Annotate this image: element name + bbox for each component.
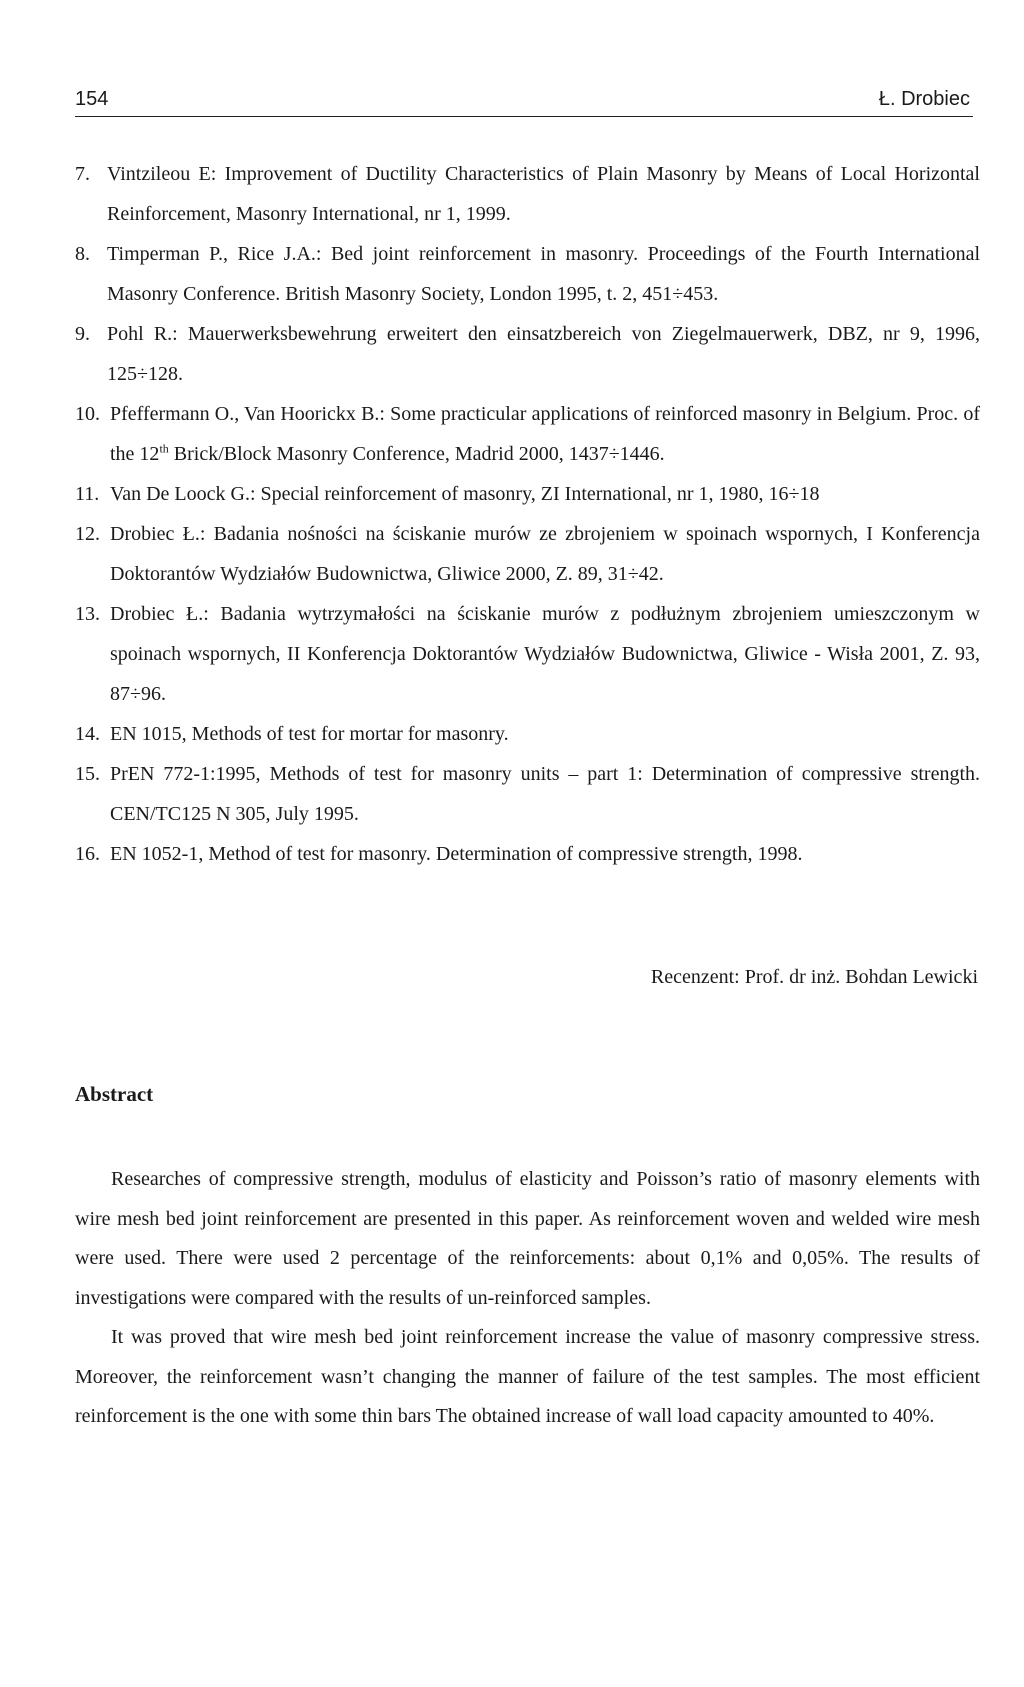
reference-number: 8. bbox=[75, 243, 90, 265]
reference-number: 13. bbox=[75, 603, 100, 625]
reference-list bbox=[75, 154, 980, 874]
reviewer-note: Recenzent: Prof. dr inż. Bohdan Lewicki bbox=[650, 966, 978, 988]
abstract-heading: Abstract bbox=[75, 1082, 154, 1106]
reference-text: Timperman P., Rice J.A.: Bed joint reinforcement in masonry. Proceedings of the Fourth International Masonry Conference. British Masonry Society, London 1995, t. 2, 451÷453. bbox=[107, 243, 980, 305]
reference-text: PrEN 772-1:1995, Methods of test for masonry units – part 1: Determination of compressive strength. CEN/TC125 N 305, July 1995. bbox=[110, 763, 980, 825]
abstract-paragraph: It was proved that wire mesh bed joint reinforcement increase the value of masonry compressive stress. Moreover, the reinforcement wasn’t changing the manner of failure of the test samples. The most efficient reinforcement is the one with some thin bars The obtained increase of wall load capacity amounted to 40%. bbox=[75, 1326, 980, 1427]
reference-item bbox=[75, 754, 980, 834]
running-author: Ł. Drobiec bbox=[878, 88, 970, 110]
reference-text bbox=[110, 394, 980, 474]
reference-item bbox=[75, 314, 980, 394]
reference-number: 12. bbox=[75, 523, 100, 545]
reference-item bbox=[75, 474, 980, 514]
reference-number: 15. bbox=[75, 763, 100, 785]
reference-number: 10. bbox=[75, 403, 100, 425]
reference-number: 14. bbox=[75, 723, 100, 745]
reference-text: Vintzileou E: Improvement of Ductility Characteristics of Plain Masonry by Means of Local Horizontal Reinforcement, Masonry International, nr 1, 1999. bbox=[107, 163, 980, 225]
reference-text-part: Brick/Block Masonry Conference, Madrid 2000, 1437÷1446. bbox=[168, 443, 665, 465]
reference-text: EN 1015, Methods of test for mortar for masonry. bbox=[110, 723, 509, 745]
reference-text: Drobiec Ł.: Badania wytrzymałości na ściskanie murów z podłużnym zbrojeniem umieszczonym w spoinach wspornych, II Konferencja Doktorantów Wydziałów Budownictwa, Gliwice - Wisła 2001, Z. 93, 87÷96. bbox=[110, 603, 980, 705]
reference-item bbox=[75, 834, 980, 874]
reference-text: Van De Loock G.: Special reinforcement of masonry, ZI International, nr 1, 1980, 16÷18 bbox=[110, 483, 820, 505]
reference-item bbox=[75, 714, 980, 754]
reference-item bbox=[75, 394, 980, 474]
ordinal-superscript: th bbox=[159, 441, 169, 456]
reference-item bbox=[75, 154, 980, 234]
reference-number: 9. bbox=[75, 323, 90, 345]
reference-number: 7. bbox=[75, 163, 90, 185]
reference-item bbox=[75, 234, 980, 314]
page-number: 154 bbox=[75, 88, 109, 110]
reference-text: Drobiec Ł.: Badania nośności na ściskanie murów ze zbrojeniem w spoinach wspornych, I Konferencja Doktorantów Wydziałów Budownictwa, Gliwice 2000, Z. 89, 31÷42. bbox=[110, 523, 980, 585]
reference-text: Pohl R.: Mauerwerksbewehrung erweitert den einsatzbereich von Ziegelmauerwerk, DBZ, nr 9, 1996, 125÷128. bbox=[107, 323, 980, 385]
running-header bbox=[75, 84, 973, 117]
reference-number: 11. bbox=[75, 483, 100, 505]
reference-text: EN 1052-1, Method of test for masonry. Determination of compressive strength, 1998. bbox=[110, 843, 803, 865]
abstract-paragraph: Researches of compressive strength, modulus of elasticity and Poisson’s ratio of masonry elements with wire mesh bed joint reinforcement are presented in this paper. As reinforcement woven and welded wire mesh were used. There were used 2 percentage of the reinforcements: about 0,1% and 0,05%. The results of investigations were compared with the results of un-reinforced samples. bbox=[75, 1168, 980, 1309]
reference-number: 16. bbox=[75, 843, 100, 865]
reference-item bbox=[75, 514, 980, 594]
reference-text-part: Pfeffermann O., Van Hoorickx B.: Some practicular applications of reinforced masonry in Belgium. Proc. of the 12 bbox=[110, 403, 980, 465]
reference-item bbox=[75, 594, 980, 714]
abstract-body bbox=[75, 1160, 980, 1437]
